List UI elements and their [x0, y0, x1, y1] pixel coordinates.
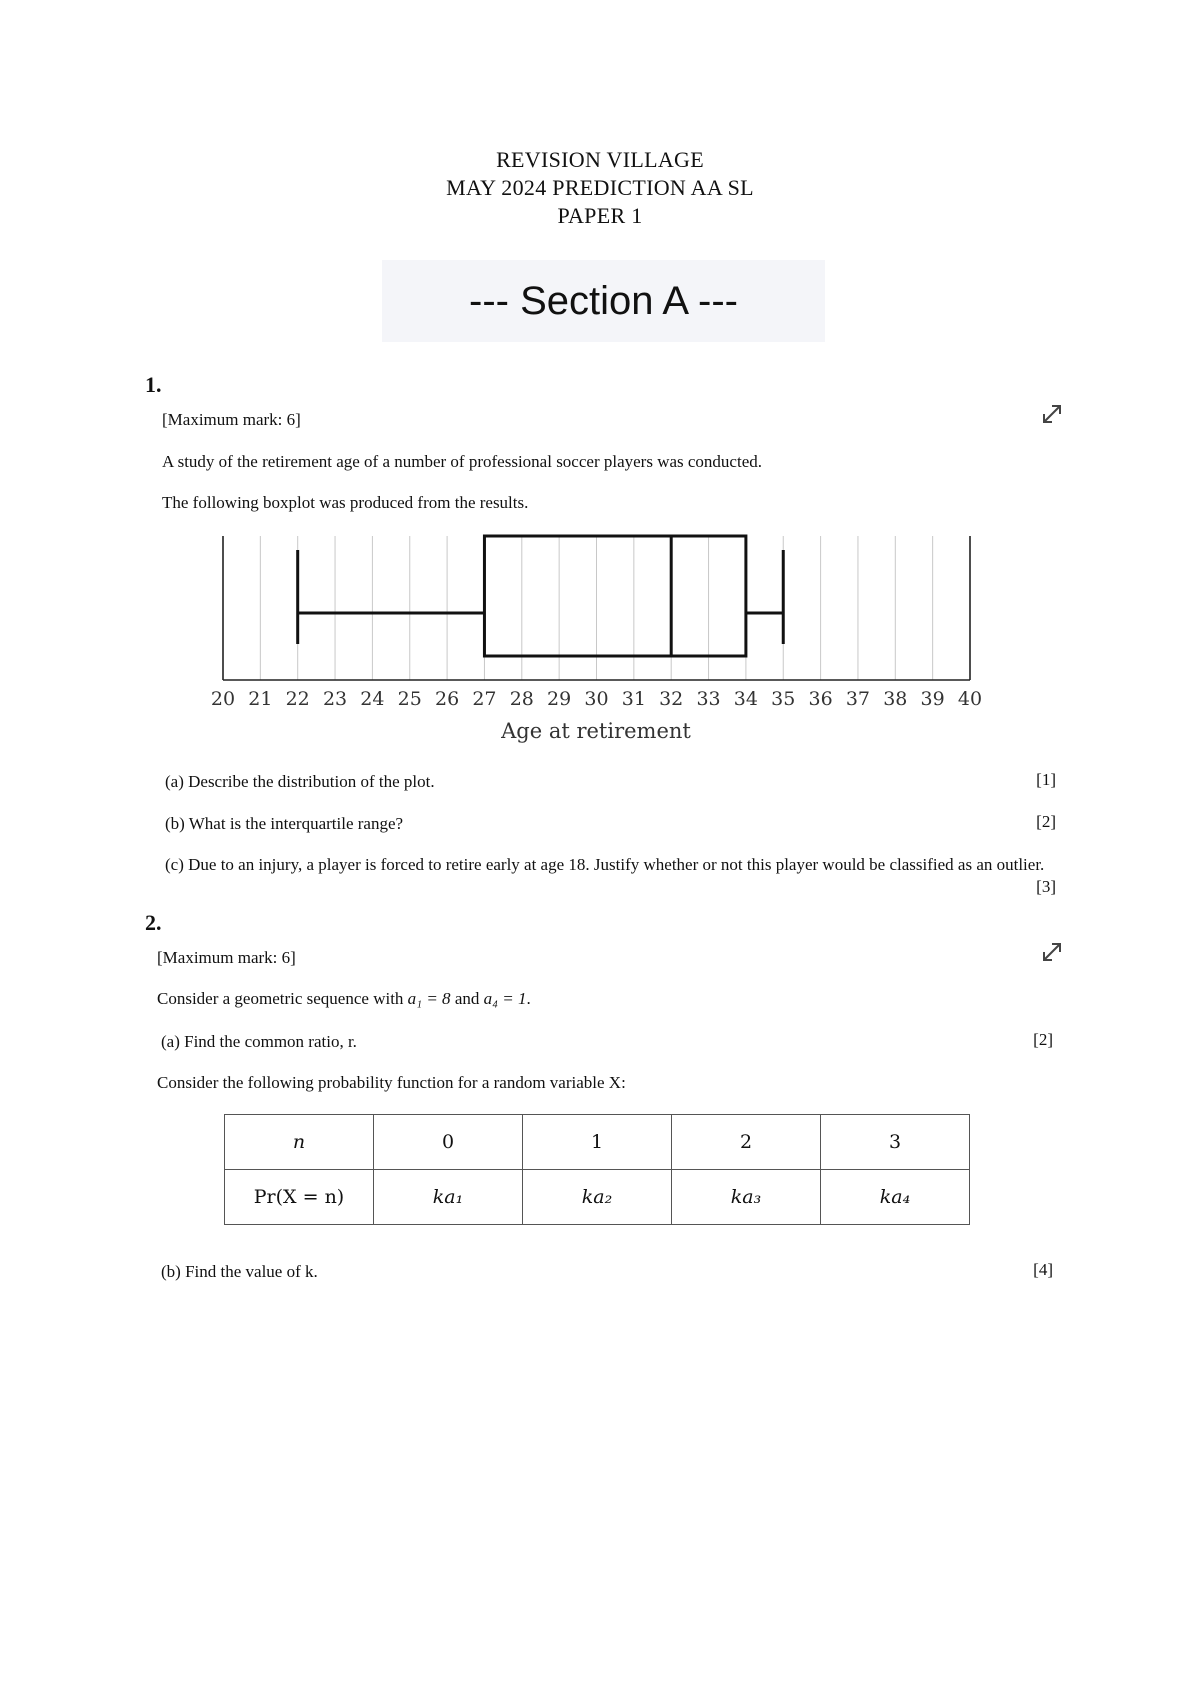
tick-label: 25: [397, 688, 422, 710]
tick-label: 30: [584, 688, 609, 710]
tick-labels: [211, 688, 982, 710]
question-2-part-b: [161, 1260, 1021, 1284]
boxplot-marks: [298, 536, 784, 656]
question-1-part-b: [165, 812, 1025, 836]
tick-label: 38: [883, 688, 908, 710]
tick-label: 23: [322, 688, 348, 710]
table-cell: 2: [672, 1115, 821, 1170]
question-2-intro-3: Consider the following probability function for a random variable X:: [157, 1073, 626, 1092]
table-cell: ka₃: [672, 1170, 821, 1225]
question-1-number: 1.: [145, 372, 162, 397]
iqr-box: [484, 536, 745, 656]
section-title: --- Section A ---: [469, 278, 738, 323]
tick-label: 40: [957, 688, 983, 710]
part-b-text: (b) What is the interquartile range?: [165, 814, 404, 833]
boxplot-chart: [200, 528, 1000, 748]
table-row: [225, 1115, 970, 1170]
probability-table: [224, 1114, 970, 1225]
table-cell: 3: [821, 1115, 970, 1170]
question-1-intro-1: A study of the retirement age of a number of professional soccer players was conducted.: [162, 452, 762, 471]
part-c-text: (c) Due to an injury, a player is forced to retire early at age 18. Justify whether or not this player would be classified as an outlier.: [165, 855, 1045, 874]
tick-label: 35: [771, 688, 796, 710]
table-cell: ka₂: [523, 1170, 672, 1225]
gridlines: [223, 536, 970, 680]
header-line-1: REVISION VILLAGE: [496, 147, 704, 172]
section-title-banner: [382, 260, 825, 342]
tick-label: 28: [509, 688, 534, 710]
tick-label: 33: [696, 688, 721, 710]
x-axis-label: Age at retirement: [501, 719, 691, 743]
table-cell: n: [225, 1115, 374, 1170]
tick-label: 26: [435, 688, 460, 710]
question-2-number: 2.: [145, 910, 162, 935]
tick-label: 24: [360, 688, 385, 710]
q2-part-b-mark: [4]: [1033, 1260, 1053, 1279]
table-cell: ka₁: [374, 1170, 523, 1225]
tick-label: 31: [621, 688, 646, 710]
table-cell: ka₄: [821, 1170, 970, 1225]
tick-label: 37: [845, 688, 871, 710]
tick-label: 36: [808, 688, 833, 710]
question-2-part-a: [161, 1030, 1021, 1054]
tick-label: 20: [210, 688, 236, 710]
question-1-part-a: [165, 770, 1025, 794]
tick-label: 27: [472, 688, 497, 710]
question-1-max-mark: [Maximum mark: 6]: [162, 410, 301, 429]
q2-intro-end: .: [526, 989, 531, 1008]
question-2-intro: [157, 987, 531, 1011]
header-line-3: PAPER 1: [557, 203, 643, 228]
expand-icon[interactable]: [1040, 940, 1064, 964]
q2-intro-prefix: Consider a geometric sequence with: [157, 989, 408, 1008]
tick-label: 32: [659, 688, 684, 710]
tick-label: 34: [733, 688, 758, 710]
document-header: [0, 146, 1200, 230]
header-line-2: MAY 2024 PREDICTION AA SL: [446, 175, 754, 200]
tick-label: 21: [248, 688, 273, 710]
q2-eq-a4: a₄ = 1: [483, 989, 527, 1008]
table-cell: 0: [374, 1115, 523, 1170]
tick-label: 29: [547, 688, 572, 710]
part-a-text: (a) Describe the distribution of the plot.: [165, 772, 435, 791]
table-cell: Pr(X = n): [225, 1170, 374, 1225]
table-row: [225, 1170, 970, 1225]
q2-part-a-text: (a) Find the common ratio, r.: [161, 1032, 357, 1051]
part-c-mark: [3]: [1036, 877, 1056, 896]
q2-eq-a1: a₁ = 8: [407, 989, 451, 1008]
question-1-intro-2: The following boxplot was produced from the results.: [162, 493, 529, 512]
q2-part-b-text: (b) Find the value of k.: [161, 1262, 318, 1281]
question-2-max-mark: [Maximum mark: 6]: [157, 948, 296, 967]
tick-label: 39: [920, 688, 945, 710]
q2-part-a-mark: [2]: [1033, 1030, 1053, 1049]
question-1-part-c: [165, 853, 1057, 877]
part-b-mark: [2]: [1036, 812, 1056, 831]
part-a-mark: [1]: [1036, 770, 1056, 789]
expand-icon[interactable]: [1040, 402, 1064, 426]
q2-intro-and: and: [450, 989, 484, 1008]
tick-label: 22: [285, 688, 310, 710]
table-cell: 1: [523, 1115, 672, 1170]
